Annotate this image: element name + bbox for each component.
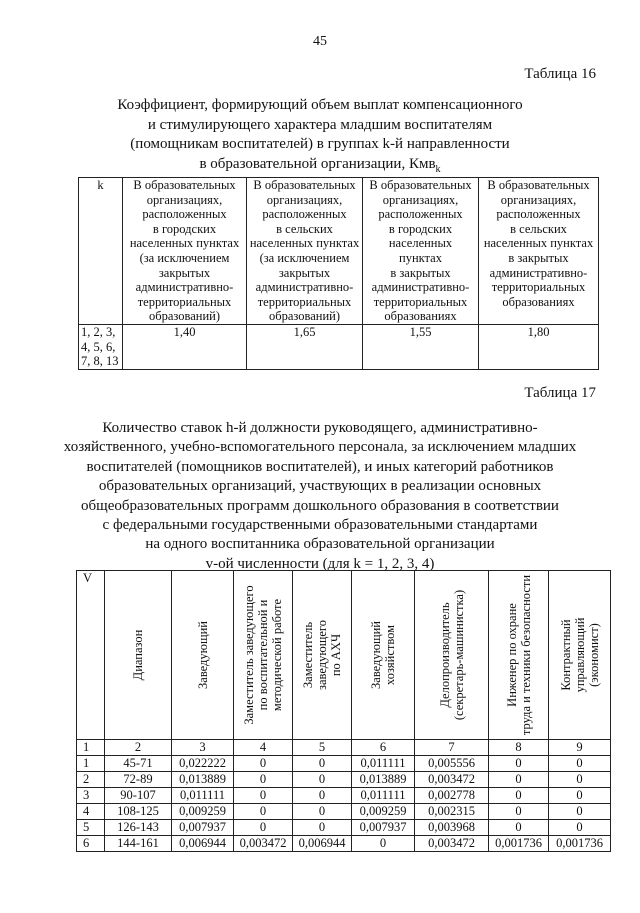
title-subscript: k — [435, 163, 441, 175]
header-line: расположенных — [142, 207, 227, 222]
table-cell: 0,002315 — [415, 804, 489, 820]
header-line: закрытых — [158, 265, 211, 280]
header-line: (секретарь-машинистка) — [451, 589, 466, 721]
table-cell: 45-71 — [105, 756, 172, 772]
header-line: организациях, — [382, 192, 459, 207]
table-cell: 1,65 — [247, 325, 363, 370]
table-cell: 0,007937 — [352, 820, 415, 836]
table-row — [77, 772, 611, 788]
table-17-label: Таблица 17 — [524, 385, 596, 401]
table-cell: 0,002778 — [415, 788, 489, 804]
table-cell: 0,009259 — [352, 804, 415, 820]
column-header — [105, 571, 172, 740]
column-number: 6 — [352, 740, 415, 756]
table-cell: 0 — [489, 788, 549, 804]
table-cell: 0 — [234, 804, 293, 820]
header-line: административно- — [371, 280, 470, 295]
header-line: В образовательных — [133, 178, 236, 192]
column-header — [489, 571, 549, 740]
title-line: с федеральными государственными образовательными стандартами — [102, 517, 538, 534]
header-line: административно- — [489, 265, 588, 280]
header-line: Инженер по охране — [504, 603, 519, 707]
table-cell: 5 — [77, 820, 105, 836]
table-cell: 2 — [77, 772, 105, 788]
header-line: образований) — [268, 309, 341, 324]
header-line: территориальных — [257, 294, 352, 309]
table-cell: 0 — [489, 756, 549, 772]
header-line: расположенных — [496, 207, 581, 222]
header-line: населенных пунктах — [129, 236, 240, 251]
header-line: территориальных — [373, 294, 468, 309]
table-cell: 0 — [234, 820, 293, 836]
table-cell: 1,40 — [123, 325, 247, 370]
column-number: 9 — [549, 740, 611, 756]
table-cell: 90-107 — [105, 788, 172, 804]
table-cell: 0 — [352, 836, 415, 852]
column-number-row — [77, 740, 611, 756]
table-cell: 3 — [77, 788, 105, 804]
title-line: на одного воспитанника образовательной организации — [145, 536, 495, 553]
table-header-row — [77, 571, 611, 740]
table-cell: 1,55 — [363, 325, 479, 370]
header-line: (за исключением — [259, 250, 350, 265]
header-line: административно- — [135, 280, 234, 295]
table-17-title — [60, 419, 580, 574]
header-line: образований) — [148, 309, 221, 324]
table-cell: 0,013889 — [172, 772, 234, 788]
table-cell: 0,003968 — [415, 820, 489, 836]
header-line: В образовательных — [487, 178, 590, 192]
header-line: по АХЧ — [329, 633, 343, 677]
column-header — [234, 571, 293, 740]
title-line: воспитателей (помощников воспитателей), и иных категорий работников — [86, 458, 554, 475]
table-cell: 0 — [293, 820, 352, 836]
header-line: по воспитательной и — [256, 599, 270, 711]
table-cell: 0 — [549, 804, 611, 820]
column-number: 1 — [77, 740, 105, 756]
table-cell: 0,011111 — [352, 756, 415, 772]
header-line: Заведующий — [369, 621, 383, 689]
table-cell: 0 — [234, 788, 293, 804]
table-cell: 0 — [293, 772, 352, 788]
column-number: 4 — [234, 740, 293, 756]
table-cell: 126-143 — [105, 820, 172, 836]
header-line: в закрытых — [508, 250, 569, 265]
header-line: управляющий — [572, 617, 587, 693]
table-cell: 6 — [77, 836, 105, 852]
header-text — [559, 618, 601, 693]
table-cell: 144-161 — [105, 836, 172, 852]
header-line: организациях, — [500, 192, 577, 207]
column-header — [247, 178, 363, 325]
column-header — [172, 571, 234, 740]
title-line: Коэффициент, формирующий объем выплат компенсационного — [117, 97, 523, 113]
table-cell: 0,003472 — [234, 836, 293, 852]
header-line: организациях, — [266, 192, 343, 207]
table-cell: 0 — [489, 804, 549, 820]
table-cell: 0,006944 — [293, 836, 352, 852]
table-cell: 0,022222 — [172, 756, 234, 772]
table-row — [77, 820, 611, 836]
column-number: 5 — [293, 740, 352, 756]
table-cell: 4 — [77, 804, 105, 820]
header-line: территориальных — [137, 294, 232, 309]
header-line: образованиях — [502, 294, 575, 309]
title-line: общеобразовательных программ дошкольного образования в соответствии — [81, 497, 559, 514]
table-cell: 0 — [293, 756, 352, 772]
header-line: населенных — [388, 236, 453, 251]
header-text — [369, 621, 397, 689]
table-cell: 0 — [489, 772, 549, 788]
table-row — [77, 756, 611, 772]
table-cell: 0 — [549, 772, 611, 788]
table-cell: 72-89 — [105, 772, 172, 788]
header-line: в городских — [152, 221, 217, 236]
header-line: в сельских — [510, 221, 567, 236]
header-line: Заместитель заведующего — [242, 585, 256, 725]
title-line: Количество ставок h-й должности руководящего, административно- — [102, 420, 538, 436]
header-line: в закрытых — [390, 265, 451, 280]
header-line: административно- — [255, 280, 354, 295]
table-cell: 0,005556 — [415, 756, 489, 772]
header-line: в сельских — [276, 221, 333, 236]
table-cell: 0 — [234, 772, 293, 788]
table-cell: 0,009259 — [172, 804, 234, 820]
k-line: 7, 8, 13 — [81, 354, 119, 369]
table-cell: 0,006944 — [172, 836, 234, 852]
header-line: населенных пунктах — [483, 236, 594, 251]
title-line: образовательных организаций, участвующих в реализации основных — [98, 478, 542, 495]
header-line: Заместитель — [301, 621, 315, 689]
k-line: 4, 5, 6, — [81, 339, 116, 354]
header-line: (экономист) — [586, 623, 601, 687]
table-17 — [76, 570, 611, 852]
table-cell: 0 — [549, 820, 611, 836]
table-cell: 0,001736 — [549, 836, 611, 852]
header-text — [438, 590, 466, 720]
table-cell: 0,007937 — [172, 820, 234, 836]
header-line: Диапазон — [131, 629, 145, 681]
table-cell: 0 — [549, 756, 611, 772]
table-cell: 0 — [234, 756, 293, 772]
table-cell: 0,011111 — [352, 788, 415, 804]
table-cell: 108-125 — [105, 804, 172, 820]
table-cell: 0,003472 — [415, 772, 489, 788]
table-cell: 0,013889 — [352, 772, 415, 788]
column-header-k: k — [79, 178, 123, 325]
header-line: Заведующий — [195, 621, 210, 689]
header-line: труда и техники безопасности — [518, 574, 533, 736]
title-line: v-ой численности (для k = 1, 2, 3, 4) — [205, 555, 435, 572]
table-16-label: Таблица 16 — [524, 66, 596, 82]
header-line: заведующего — [315, 620, 329, 690]
header-line: Делопроизводитель — [437, 602, 452, 708]
table-cell: 0 — [549, 788, 611, 804]
title-line: (помощникам воспитателей) в группах k-й направленности — [130, 136, 510, 152]
title-line: хозяйственного, учебно-вспомогательного персонала, за исключением младших — [63, 439, 577, 456]
column-header — [479, 178, 599, 325]
table-cell: 0,001736 — [489, 836, 549, 852]
header-line: расположенных — [262, 207, 347, 222]
column-number: 2 — [105, 740, 172, 756]
header-line: образованиях — [384, 309, 457, 324]
header-text — [196, 621, 210, 689]
table-header-row — [79, 178, 599, 325]
header-line: расположенных — [378, 207, 463, 222]
header-text — [242, 585, 284, 724]
table-cell: 0 — [489, 820, 549, 836]
column-number: 8 — [489, 740, 549, 756]
column-number: 7 — [415, 740, 489, 756]
header-line: в городских — [388, 221, 453, 236]
table-row — [77, 788, 611, 804]
header-line: населенных пунктах — [249, 236, 360, 251]
header-text — [301, 620, 343, 690]
header-line: В образовательных — [253, 178, 356, 192]
header-line: организациях, — [146, 192, 223, 207]
table-row — [77, 804, 611, 820]
title-line: и стимулирующего характера младшим воспитателям — [147, 116, 493, 133]
header-text — [131, 630, 145, 681]
table-row — [79, 325, 599, 370]
header-line: методической работе — [270, 598, 284, 712]
column-header — [352, 571, 415, 740]
table-row — [77, 836, 611, 852]
table-16 — [78, 177, 599, 370]
k-line: 1, 2, 3, — [81, 325, 116, 339]
header-line: пунктах — [399, 250, 442, 265]
row-k-values — [79, 325, 123, 370]
table-cell: 0 — [293, 788, 352, 804]
table-16-title — [60, 96, 580, 179]
column-header — [415, 571, 489, 740]
header-line: В образовательных — [369, 178, 472, 192]
table-cell: 0 — [293, 804, 352, 820]
table-cell: 1 — [77, 756, 105, 772]
header-line: территориальных — [491, 280, 586, 295]
column-header — [293, 571, 352, 740]
page-number: 45 — [313, 34, 327, 49]
table-body — [77, 756, 611, 852]
table-cell: 0,011111 — [172, 788, 234, 804]
column-header — [549, 571, 611, 740]
table-cell: 1,80 — [479, 325, 599, 370]
header-line: (за исключением — [139, 250, 230, 265]
title-line: в образовательной организации, Кмв$_k$ — [199, 155, 441, 175]
header-line: хозяйством — [383, 624, 397, 686]
header-text — [505, 575, 533, 735]
header-line: закрытых — [278, 265, 331, 280]
column-header — [363, 178, 479, 325]
column-header — [123, 178, 247, 325]
table-cell: 0,003472 — [415, 836, 489, 852]
header-line: Контрактный — [558, 619, 573, 691]
column-number: 3 — [172, 740, 234, 756]
column-header-v: V — [77, 571, 105, 740]
